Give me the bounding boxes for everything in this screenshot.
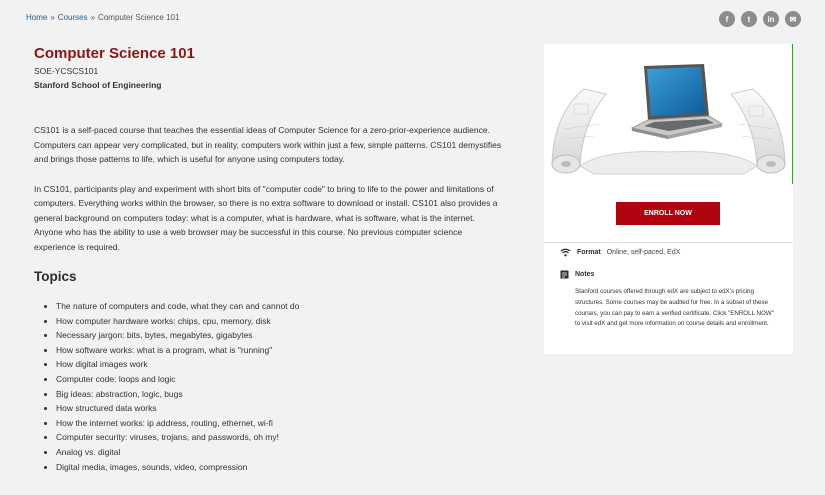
description-paragraph-1: CS101 is a self-paced course that teaches the essential ideas of Computer Science for a zero-prior-experience audience. Computers can appear very complicated, but in reality, computers work within just a few, simple patterns. CS101 demystifies and brings those patterns to life, which is useful for anyone using computers today. (34, 125, 502, 164)
breadcrumb (26, 13, 179, 22)
list-item: • How software works: what is a program, what is "running" (56, 343, 504, 358)
list-item: • How digital images work (56, 357, 504, 372)
list-item: • How the internet works: ip address, routing, ethernet, wi-fi (56, 416, 504, 431)
email-icon[interactable]: ✉ (785, 11, 801, 27)
social-share-bar (719, 11, 801, 27)
list-item: • How structured data works (56, 401, 504, 416)
list-item: • Computer code: loops and logic (56, 372, 504, 387)
format-value: Online, self-paced, EdX (606, 249, 681, 256)
laptop-blueprint-illustration (544, 44, 793, 184)
format-row (560, 248, 680, 257)
course-hero-image (544, 44, 793, 184)
list-item: • How computer hardware works: chips, cpu, memory, disk (56, 314, 504, 329)
list-item: • Big ideas: abstraction, logic, bugs (56, 387, 504, 402)
course-main (34, 45, 504, 474)
linkedin-icon[interactable]: in (763, 11, 779, 27)
school-name: Stanford School of Engineering (34, 80, 162, 90)
list-item: • Digital media, images, sounds, video, compression (56, 460, 504, 475)
wifi-icon (560, 248, 571, 257)
course-code: SOE-YCSCS101 (34, 66, 99, 76)
list-item: • Analog vs. digital (56, 445, 504, 460)
list-item: • Necessary jargon: bits, bytes, megabytes, gigabytes (56, 328, 504, 343)
description-paragraph-2: In CS101, participants play and experiment with short bits of "computer code" to bring to life to the power and limitations of computers. Everything works within the browser, so there is no extra software to download or install. CS101 also provides a general background on computers today: what is a computer, what is hardware, what is software, what is the internet. Anyone who has the ability to use a web browser may be successful in this course. No previous computer science experience is required. (34, 183, 498, 252)
breadcrumb-separator: » (90, 13, 96, 22)
breadcrumb-current: Computer Science 101 (98, 13, 180, 22)
facebook-icon[interactable]: f (719, 11, 735, 27)
notes-icon (560, 270, 569, 279)
list-item: • The nature of computers and code, what they can and cannot do (56, 299, 504, 314)
card-divider (544, 242, 793, 243)
breadcrumb-courses-link[interactable]: Courses (57, 13, 88, 22)
list-item: • Computer security: viruses, trojans, and passwords, oh my! (56, 430, 504, 445)
course-sidebar-card (544, 44, 793, 354)
enroll-now-button[interactable]: ENROLL NOW (616, 202, 720, 225)
topics-heading: Topics (34, 269, 77, 284)
breadcrumb-separator: » (50, 13, 55, 22)
format-label: Format (577, 249, 601, 256)
breadcrumb-home-link[interactable]: Home (26, 13, 48, 22)
twitter-icon[interactable]: t (741, 11, 757, 27)
notes-row (560, 270, 594, 279)
notes-text: Stanford courses offered through edX are subject to edX's pricing structures. Some courses may be audited for free. In a subset of these courses, you can pay to earn a verified certificate. Click "ENROLL NOW" to visit edX and get more information on course details and enrollment. (575, 288, 774, 328)
notes-label: Notes (575, 271, 595, 278)
page-title: Computer Science 101 (34, 45, 195, 62)
topics-list (34, 299, 504, 474)
